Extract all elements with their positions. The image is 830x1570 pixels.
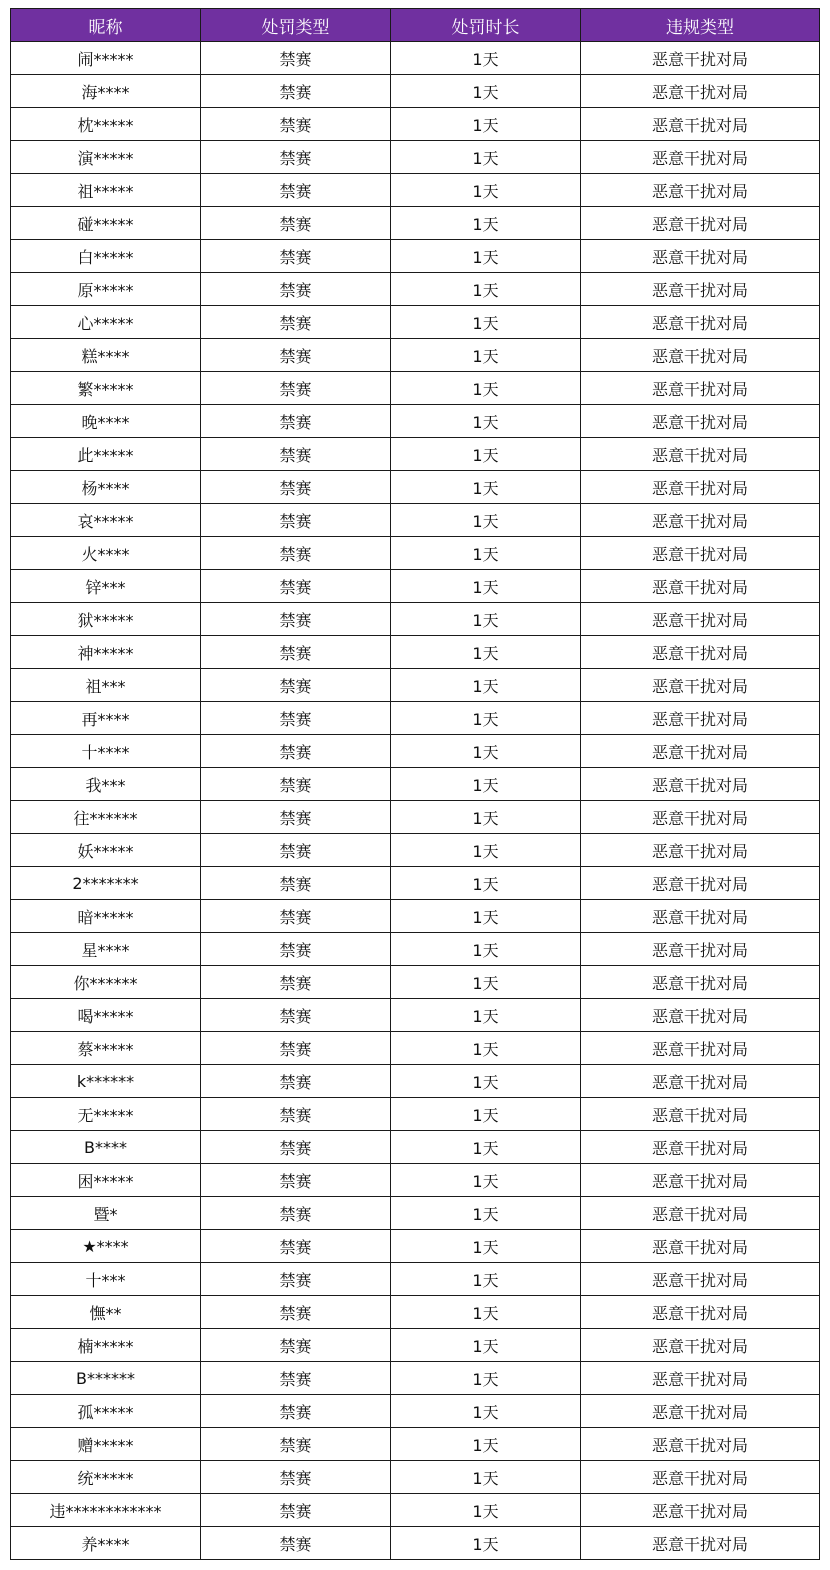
cell-violation-type: 恶意干扰对局 [581,1230,820,1263]
cell-penalty-type: 禁赛 [201,438,391,471]
cell-violation-type: 恶意干扰对局 [581,702,820,735]
cell-violation-type: 恶意干扰对局 [581,669,820,702]
table-row [11,1527,820,1560]
cell-penalty-duration: 1天 [391,240,581,273]
cell-penalty-duration: 1天 [391,42,581,75]
table-body [11,42,820,1560]
cell-penalty-type: 禁赛 [201,1131,391,1164]
cell-violation-type: 恶意干扰对局 [581,1164,820,1197]
cell-violation-type: 恶意干扰对局 [581,42,820,75]
cell-nickname: 十*** [11,1263,201,1296]
table-row [11,900,820,933]
cell-penalty-duration: 1天 [391,1494,581,1527]
cell-nickname: 神***** [11,636,201,669]
cell-violation-type: 恶意干扰对局 [581,1527,820,1560]
cell-nickname: 原***** [11,273,201,306]
cell-penalty-duration: 1天 [391,1296,581,1329]
cell-nickname: 暗***** [11,900,201,933]
cell-nickname: 我*** [11,768,201,801]
cell-penalty-duration: 1天 [391,735,581,768]
cell-violation-type: 恶意干扰对局 [581,900,820,933]
cell-nickname: 无***** [11,1098,201,1131]
penalty-table [10,8,820,1560]
cell-nickname: 十**** [11,735,201,768]
cell-penalty-duration: 1天 [391,603,581,636]
table-header [11,9,820,42]
cell-nickname: 锌*** [11,570,201,603]
cell-nickname: 心***** [11,306,201,339]
cell-penalty-type: 禁赛 [201,1032,391,1065]
table-row [11,471,820,504]
column-header-penalty-duration: 处罚时长 [391,9,581,42]
cell-violation-type: 恶意干扰对局 [581,801,820,834]
cell-penalty-duration: 1天 [391,141,581,174]
cell-penalty-duration: 1天 [391,174,581,207]
cell-penalty-type: 禁赛 [201,471,391,504]
cell-penalty-duration: 1天 [391,1527,581,1560]
cell-penalty-type: 禁赛 [201,1428,391,1461]
cell-penalty-duration: 1天 [391,372,581,405]
cell-nickname: 蔡***** [11,1032,201,1065]
cell-penalty-type: 禁赛 [201,75,391,108]
cell-penalty-type: 禁赛 [201,273,391,306]
cell-penalty-type: 禁赛 [201,570,391,603]
cell-penalty-type: 禁赛 [201,636,391,669]
table-row [11,999,820,1032]
cell-nickname: 晚**** [11,405,201,438]
cell-violation-type: 恶意干扰对局 [581,273,820,306]
table-row [11,1164,820,1197]
cell-penalty-type: 禁赛 [201,537,391,570]
cell-nickname: 海**** [11,75,201,108]
column-header-penalty-type: 处罚类型 [201,9,391,42]
cell-nickname: k****** [11,1065,201,1098]
cell-penalty-duration: 1天 [391,1329,581,1362]
cell-penalty-duration: 1天 [391,801,581,834]
cell-penalty-type: 禁赛 [201,801,391,834]
table-row [11,1197,820,1230]
cell-penalty-type: 禁赛 [201,900,391,933]
cell-nickname: 星**** [11,933,201,966]
cell-penalty-type: 禁赛 [201,1164,391,1197]
cell-nickname: 白***** [11,240,201,273]
cell-penalty-duration: 1天 [391,702,581,735]
table-row [11,933,820,966]
cell-penalty-type: 禁赛 [201,372,391,405]
table-row [11,273,820,306]
cell-penalty-type: 禁赛 [201,1197,391,1230]
cell-penalty-duration: 1天 [391,1197,581,1230]
cell-penalty-type: 禁赛 [201,1494,391,1527]
cell-violation-type: 恶意干扰对局 [581,1329,820,1362]
cell-violation-type: 恶意干扰对局 [581,735,820,768]
cell-penalty-duration: 1天 [391,1230,581,1263]
column-header-nickname: 昵称 [11,9,201,42]
cell-penalty-type: 禁赛 [201,1395,391,1428]
cell-penalty-duration: 1天 [391,900,581,933]
cell-penalty-duration: 1天 [391,933,581,966]
table-row [11,438,820,471]
cell-nickname: 祖***** [11,174,201,207]
header-row [11,9,820,42]
cell-violation-type: 恶意干扰对局 [581,636,820,669]
cell-penalty-duration: 1天 [391,339,581,372]
cell-penalty-type: 禁赛 [201,966,391,999]
cell-penalty-type: 禁赛 [201,174,391,207]
cell-penalty-duration: 1天 [391,471,581,504]
table-row [11,42,820,75]
cell-penalty-duration: 1天 [391,999,581,1032]
cell-nickname: 繁***** [11,372,201,405]
cell-violation-type: 恶意干扰对局 [581,603,820,636]
cell-penalty-type: 禁赛 [201,240,391,273]
cell-penalty-type: 禁赛 [201,1527,391,1560]
table-row [11,207,820,240]
cell-violation-type: 恶意干扰对局 [581,1131,820,1164]
cell-violation-type: 恶意干扰对局 [581,174,820,207]
cell-violation-type: 恶意干扰对局 [581,1065,820,1098]
table-row [11,834,820,867]
cell-violation-type: 恶意干扰对局 [581,108,820,141]
cell-nickname: 孤***** [11,1395,201,1428]
cell-penalty-type: 禁赛 [201,108,391,141]
cell-penalty-duration: 1天 [391,570,581,603]
table-row [11,141,820,174]
cell-violation-type: 恶意干扰对局 [581,240,820,273]
cell-nickname: 统***** [11,1461,201,1494]
cell-penalty-type: 禁赛 [201,306,391,339]
table-row [11,1428,820,1461]
cell-nickname: 妖***** [11,834,201,867]
cell-nickname: 枕***** [11,108,201,141]
cell-violation-type: 恶意干扰对局 [581,1032,820,1065]
cell-penalty-type: 禁赛 [201,867,391,900]
cell-nickname: 往****** [11,801,201,834]
cell-penalty-duration: 1天 [391,207,581,240]
cell-penalty-type: 禁赛 [201,1230,391,1263]
cell-nickname: 赠***** [11,1428,201,1461]
cell-violation-type: 恶意干扰对局 [581,1494,820,1527]
table-row [11,1296,820,1329]
table-row [11,372,820,405]
cell-violation-type: 恶意干扰对局 [581,405,820,438]
table-row [11,1230,820,1263]
cell-nickname: B**** [11,1131,201,1164]
cell-penalty-duration: 1天 [391,1263,581,1296]
cell-penalty-duration: 1天 [391,306,581,339]
cell-nickname: 憮** [11,1296,201,1329]
cell-penalty-type: 禁赛 [201,933,391,966]
cell-violation-type: 恶意干扰对局 [581,1263,820,1296]
cell-nickname: ★**** [11,1230,201,1263]
cell-penalty-type: 禁赛 [201,999,391,1032]
cell-violation-type: 恶意干扰对局 [581,1098,820,1131]
cell-violation-type: 恶意干扰对局 [581,141,820,174]
table-row [11,966,820,999]
table-row [11,702,820,735]
cell-penalty-duration: 1天 [391,1428,581,1461]
column-header-violation-type: 违规类型 [581,9,820,42]
cell-penalty-type: 禁赛 [201,603,391,636]
cell-penalty-type: 禁赛 [201,141,391,174]
cell-violation-type: 恶意干扰对局 [581,1296,820,1329]
cell-nickname: 2******* [11,867,201,900]
cell-penalty-duration: 1天 [391,537,581,570]
cell-nickname: 闹***** [11,42,201,75]
cell-penalty-type: 禁赛 [201,1461,391,1494]
cell-violation-type: 恶意干扰对局 [581,570,820,603]
cell-violation-type: 恶意干扰对局 [581,75,820,108]
table-row [11,1131,820,1164]
cell-violation-type: 恶意干扰对局 [581,768,820,801]
cell-violation-type: 恶意干扰对局 [581,207,820,240]
cell-penalty-type: 禁赛 [201,1329,391,1362]
cell-nickname: 糕**** [11,339,201,372]
cell-penalty-duration: 1天 [391,669,581,702]
cell-nickname: 此***** [11,438,201,471]
cell-penalty-type: 禁赛 [201,1098,391,1131]
table-row [11,570,820,603]
cell-penalty-duration: 1天 [391,834,581,867]
cell-penalty-type: 禁赛 [201,405,391,438]
cell-violation-type: 恶意干扰对局 [581,339,820,372]
cell-nickname: 你****** [11,966,201,999]
cell-penalty-duration: 1天 [391,1395,581,1428]
table-row [11,867,820,900]
cell-violation-type: 恶意干扰对局 [581,999,820,1032]
table-row [11,174,820,207]
cell-violation-type: 恶意干扰对局 [581,306,820,339]
table-row [11,405,820,438]
cell-penalty-duration: 1天 [391,1131,581,1164]
cell-violation-type: 恶意干扰对局 [581,933,820,966]
cell-violation-type: 恶意干扰对局 [581,867,820,900]
cell-violation-type: 恶意干扰对局 [581,438,820,471]
cell-penalty-duration: 1天 [391,636,581,669]
cell-penalty-type: 禁赛 [201,1362,391,1395]
cell-nickname: B****** [11,1362,201,1395]
cell-penalty-type: 禁赛 [201,768,391,801]
cell-penalty-duration: 1天 [391,75,581,108]
cell-nickname: 火**** [11,537,201,570]
table-row [11,1362,820,1395]
cell-nickname: 碰***** [11,207,201,240]
cell-nickname: 违************ [11,1494,201,1527]
cell-violation-type: 恶意干扰对局 [581,834,820,867]
cell-nickname: 祖*** [11,669,201,702]
table-row [11,1032,820,1065]
cell-violation-type: 恶意干扰对局 [581,1362,820,1395]
cell-penalty-type: 禁赛 [201,339,391,372]
cell-nickname: 困***** [11,1164,201,1197]
table-row [11,75,820,108]
cell-penalty-type: 禁赛 [201,504,391,537]
cell-violation-type: 恶意干扰对局 [581,966,820,999]
cell-penalty-duration: 1天 [391,438,581,471]
table-row [11,801,820,834]
cell-nickname: 哀***** [11,504,201,537]
cell-nickname: 狱***** [11,603,201,636]
cell-penalty-type: 禁赛 [201,735,391,768]
cell-violation-type: 恶意干扰对局 [581,1395,820,1428]
penalty-table-container [10,8,819,1560]
table-row [11,768,820,801]
table-row [11,1461,820,1494]
cell-penalty-duration: 1天 [391,504,581,537]
cell-penalty-duration: 1天 [391,768,581,801]
cell-penalty-duration: 1天 [391,867,581,900]
table-row [11,669,820,702]
cell-penalty-duration: 1天 [391,1098,581,1131]
cell-penalty-duration: 1天 [391,273,581,306]
table-row [11,537,820,570]
cell-penalty-duration: 1天 [391,1065,581,1098]
table-row [11,339,820,372]
table-row [11,1395,820,1428]
cell-penalty-duration: 1天 [391,1032,581,1065]
cell-nickname: 演***** [11,141,201,174]
cell-nickname: 暨* [11,1197,201,1230]
cell-penalty-duration: 1天 [391,405,581,438]
cell-nickname: 楠***** [11,1329,201,1362]
cell-penalty-duration: 1天 [391,1164,581,1197]
table-row [11,1329,820,1362]
cell-violation-type: 恶意干扰对局 [581,504,820,537]
cell-penalty-duration: 1天 [391,966,581,999]
cell-penalty-type: 禁赛 [201,669,391,702]
cell-violation-type: 恶意干扰对局 [581,1197,820,1230]
cell-penalty-duration: 1天 [391,1362,581,1395]
cell-penalty-type: 禁赛 [201,1263,391,1296]
table-row [11,1098,820,1131]
table-row [11,1065,820,1098]
cell-penalty-type: 禁赛 [201,207,391,240]
cell-penalty-type: 禁赛 [201,702,391,735]
table-row [11,1263,820,1296]
cell-nickname: 再**** [11,702,201,735]
cell-nickname: 养**** [11,1527,201,1560]
cell-violation-type: 恶意干扰对局 [581,537,820,570]
table-row [11,108,820,141]
table-row [11,636,820,669]
cell-nickname: 喝***** [11,999,201,1032]
cell-penalty-type: 禁赛 [201,1296,391,1329]
cell-nickname: 杨**** [11,471,201,504]
cell-penalty-type: 禁赛 [201,834,391,867]
table-row [11,603,820,636]
cell-penalty-type: 禁赛 [201,42,391,75]
cell-violation-type: 恶意干扰对局 [581,372,820,405]
cell-violation-type: 恶意干扰对局 [581,471,820,504]
cell-violation-type: 恶意干扰对局 [581,1428,820,1461]
table-row [11,504,820,537]
table-row [11,735,820,768]
cell-violation-type: 恶意干扰对局 [581,1461,820,1494]
table-row [11,1494,820,1527]
cell-penalty-duration: 1天 [391,1461,581,1494]
cell-penalty-type: 禁赛 [201,1065,391,1098]
cell-penalty-duration: 1天 [391,108,581,141]
table-row [11,240,820,273]
table-row [11,306,820,339]
